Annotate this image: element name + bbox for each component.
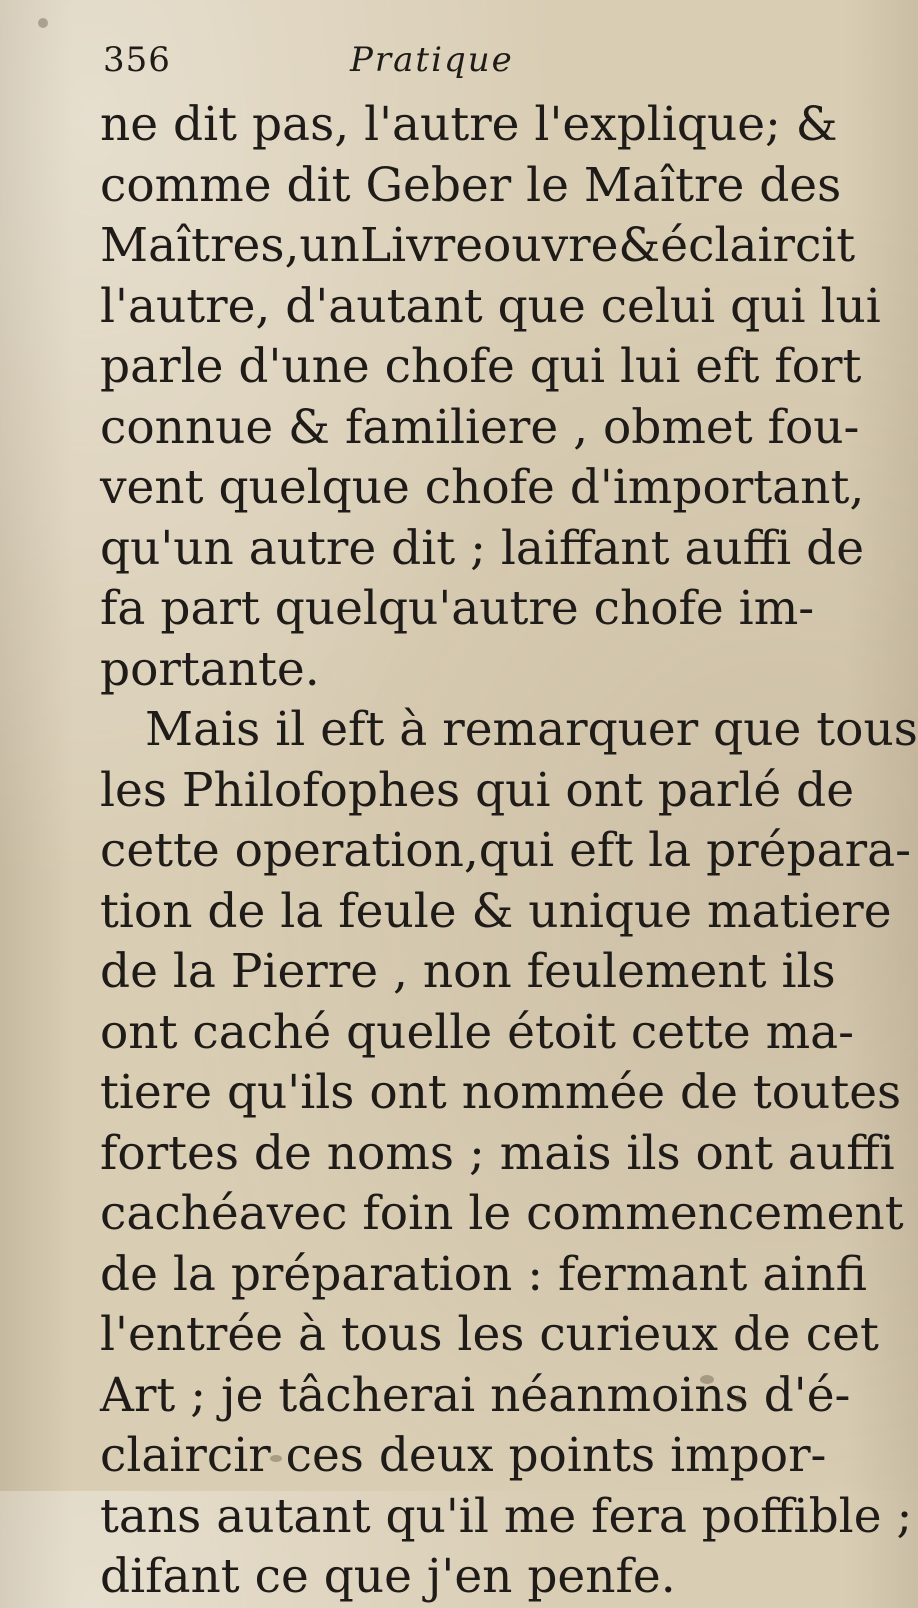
body-text xyxy=(100,95,918,1608)
text-line: tiere qu'ils ont nommée de toutes xyxy=(100,1065,902,1120)
text-line: qu'un autre dit ; laiffant auffi de xyxy=(100,520,865,576)
page-number: 356 xyxy=(103,40,171,80)
text-line: difant ce que j'en penfe. xyxy=(100,1549,676,1604)
text-line: de la Pierre , non feulement ils xyxy=(100,944,836,999)
text-line: cachéavec foin le commencement xyxy=(100,1186,904,1241)
text-line: l'entrée à tous les curieux de cet xyxy=(100,1307,879,1362)
paper-speck xyxy=(700,1375,714,1384)
text-line: fa part quelqu'autre chofe im- xyxy=(100,581,815,636)
text-line: les Philofophes qui ont parlé de xyxy=(100,762,855,818)
text-line: portante. xyxy=(100,641,320,697)
text-line: comme dit Geber le Maître des xyxy=(100,157,842,213)
text-line: l'autre, d'autant que celui qui lui xyxy=(100,278,881,334)
text-line: ne dit pas, l'autre l'explique; & xyxy=(100,97,838,152)
text-line: ont caché quelle étoit cette ma- xyxy=(100,1004,855,1060)
page-header xyxy=(100,40,700,90)
paper-speck xyxy=(38,18,48,28)
text-line: parle d'une chofe qui lui eft fort xyxy=(100,339,862,394)
running-title: Pratique xyxy=(350,40,514,80)
text-line: tans autant qu'il me fera poffible ; xyxy=(100,1488,913,1544)
paper-speck xyxy=(735,1395,743,1403)
text-line: Art ; je tâcherai néanmoins d'é- xyxy=(100,1367,851,1423)
text-line: de la préparation : fermant ainfi xyxy=(100,1246,868,1302)
text-line: claircir ces deux points impor- xyxy=(100,1428,827,1483)
text-line: tion de la feule & unique matiere xyxy=(100,883,892,939)
text-line: Maîtres,unLivreouvre&éclaircit xyxy=(100,218,856,273)
text-line: cette operation,qui eft la prépara- xyxy=(100,823,911,878)
text-line: fortes de noms ; mais ils ont auffi xyxy=(100,1125,895,1181)
paper-speck xyxy=(270,1455,282,1462)
text-line: connue & familiere , obmet fou- xyxy=(100,399,860,455)
paragraph-start-line: Mais il eft à remarquer que tous xyxy=(145,702,918,757)
text-line: vent quelque chofe d'important, xyxy=(100,460,865,515)
